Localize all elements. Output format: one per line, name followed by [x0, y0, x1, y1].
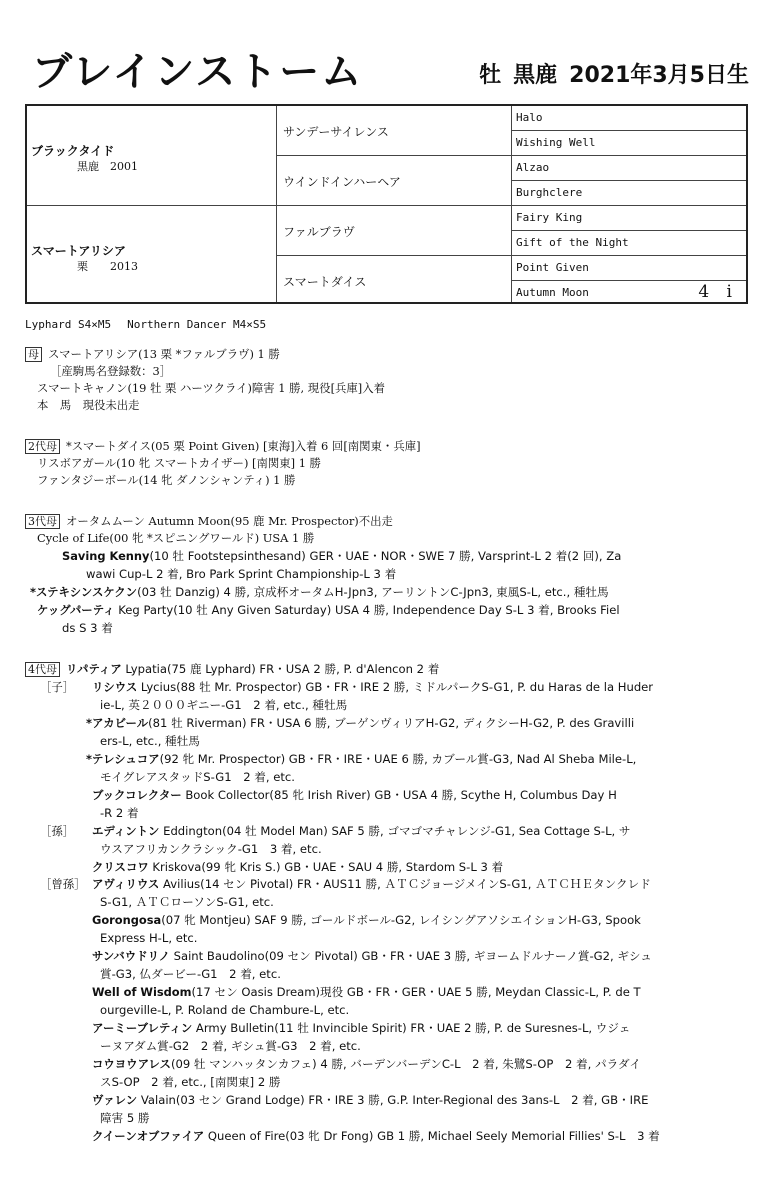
- family-line-cont: [100, 697, 347, 714]
- family-line-cont: [100, 930, 197, 947]
- second-dam-head: [25, 438, 421, 455]
- family-line: [92, 679, 653, 696]
- grandparent-cell: [277, 156, 511, 206]
- great-grandparent-name: Wishing Well: [516, 136, 596, 149]
- pedigree-table: [25, 104, 748, 304]
- family-line: [92, 787, 617, 804]
- horse-record: ourgeville-L, P. Roland de Chambure-L, etc.: [100, 1003, 350, 1017]
- horse-profile: [467, 58, 749, 89]
- horse-record: Valain(03 セン Grand Lodge) FR・IRE 3 勝, G.P. Inter-Regional des 3ans-L 2 着, GB・IRE: [137, 1093, 649, 1107]
- great-grandparent-cell: [512, 131, 746, 156]
- generation-tag-great-grandchild: ［曾孫］: [40, 877, 86, 891]
- family-line: [92, 1092, 648, 1109]
- horse-record: Lypatia(75 鹿 Lyphard) FR・USA 2 勝, P. d'Alencon 2 着: [121, 662, 440, 676]
- great-grandparent-cell: [512, 106, 746, 131]
- sex: 牡: [479, 63, 502, 88]
- third-dam-record: オータムムーン Autumn Moon(95 鹿 Mr. Prospector)不出走: [66, 514, 393, 528]
- horse-name: アーミーブレティン: [92, 1021, 193, 1035]
- great-grandparent-cell: [512, 281, 746, 306]
- second-dam-offspring: ファンタジーボール(14 牝 ダノンシャンティ) 1 勝: [37, 473, 296, 487]
- great-grandparent-name: Point Given: [516, 261, 589, 274]
- fourth-dam-head: [25, 661, 439, 678]
- horse-name: Gorongosa: [92, 913, 162, 927]
- horse-record: S-G1, ＡＴＣローソンS-G1, etc.: [100, 895, 274, 909]
- horse-name-title: ブレインストーム: [32, 49, 364, 95]
- second-dam-record: *スマートダイス(05 栗 Point Given) [東海]入着 6 回[南関東・兵庫]: [66, 439, 421, 453]
- horse-name: リシウス: [92, 680, 138, 694]
- horse-name: Saving Kenny: [62, 549, 150, 563]
- great-grandparent-name: Fairy King: [516, 211, 583, 224]
- dam-info: 栗 2013: [77, 260, 138, 273]
- inbreeding-item: Lyphard S4×M5: [25, 318, 112, 331]
- family-line: [86, 751, 636, 768]
- horse-record: Army Bulletin(11 牡 Invincible Spirit) FR・UAE 2 勝, P. de Suresnes-L, ウジェ: [192, 1021, 631, 1035]
- generation-tag-grandchild: ［孫］: [40, 824, 75, 838]
- great-grandparent-name: Autumn Moon: [516, 286, 589, 299]
- horse-name: サンバウドリノ: [92, 949, 170, 963]
- horse-record: wawi Cup-L 2 着, Bro Park Sprint Championship-L 3 着: [86, 567, 397, 581]
- horse-record: Saint Baudolino(09 セン Pivotal) GB・FR・UAE 3 勝, ギヨームドルナーノ賞-G2, ギシュ: [169, 949, 652, 963]
- grandparent-name: ウインドインハーヘア: [283, 175, 401, 189]
- grandparent-name: サンデーサイレンス: [283, 125, 389, 139]
- section-label: 2代母: [25, 439, 60, 454]
- grandparent-name: スマートダイス: [283, 275, 367, 289]
- horse-record: モイグレアスタッドS-G1 2 着, etc.: [100, 770, 295, 784]
- section-label: 3代母: [25, 514, 60, 529]
- grandparent-cell: [277, 256, 511, 306]
- family-line-cont: [100, 1002, 349, 1019]
- horse-name: クリスコワ: [92, 860, 149, 874]
- family-line-cont: [100, 1074, 280, 1091]
- horse-record: (09 牡 マンハッタンカフェ) 4 勝, バーデンバーデンC-L 2 着, 朱鷺S-OP 2 着, パラダイ: [170, 1057, 642, 1071]
- coat-color: 黒鹿: [513, 63, 558, 88]
- family-line: [92, 1020, 630, 1037]
- pedigree-rating: 4 i: [698, 282, 738, 302]
- family-line: [92, 912, 641, 929]
- horse-record: (81 牡 Riverman) FR・USA 6 勝, ブーゲンヴィリアH-G2, ディクシーH-G2, P. des Gravilli: [148, 716, 635, 730]
- horse-name: *ステキシンスケクン: [30, 585, 138, 599]
- grandparent-cell: [277, 206, 511, 256]
- horse-record: Keg Party(10 牡 Any Given Saturday) USA 4 勝, Independence Day S-L 3 着, Brooks Fiel: [114, 603, 620, 617]
- family-line: [92, 876, 651, 893]
- third-dam-offspring: Cycle of Life(00 牝 *スピニングワールド) USA 1 勝: [37, 531, 315, 545]
- family-line: [92, 823, 631, 840]
- third-dam-offspring: [30, 584, 609, 601]
- inbreeding-item: Northern Dancer M4×S5: [127, 318, 267, 331]
- horse-name: ヴァレン: [92, 1093, 138, 1107]
- dam-cell: [27, 206, 276, 306]
- great-grandparent-cell: [512, 256, 746, 281]
- horse-record: (17 セン Oasis Dream)現役 GB・FR・GER・UAE 5 勝, Meydan Classic-L, P. de T: [191, 985, 641, 999]
- birth-date: 2021年3月5日生: [569, 63, 749, 88]
- family-line: [92, 1128, 660, 1145]
- dam-offspring-count: ［産駒馬名登録数：3］: [50, 364, 172, 378]
- family-line-cont: [100, 1038, 361, 1055]
- grandparent-cell: [277, 106, 511, 156]
- family-line-cont: [100, 966, 281, 983]
- sire-info: 黒鹿 2001: [77, 160, 138, 173]
- third-dam-grandchild: [62, 548, 621, 565]
- horse-record: (07 牝 Montjeu) SAF 9 勝, ゴールドボール-G2, レイシングアソシエイションH-G3, Spook: [161, 913, 641, 927]
- great-grandparent-cell: [512, 231, 746, 256]
- horse-name: エディントン: [92, 824, 160, 838]
- second-dam-offspring: リスボアガール(10 牝 スマートカイザー) [南関東] 1 勝: [37, 456, 321, 470]
- great-grandparent-name: Gift of the Night: [516, 236, 629, 249]
- inbreeding-line: [25, 318, 282, 331]
- family-line: [92, 1056, 641, 1073]
- dam-section-head: [25, 346, 280, 363]
- great-grandparent-name: Halo: [516, 111, 543, 124]
- great-grandparent-cell: [512, 181, 746, 206]
- horse-name: ブックコレクター: [92, 788, 182, 802]
- dam-name: スマートアリシア: [31, 244, 126, 258]
- horse-record: (92 牝 Mr. Prospector) GB・FR・IRE・UAE 6 勝, カブール賞-G3, Nad Al Sheba Mile-L,: [159, 752, 637, 766]
- family-line-cont: [100, 894, 274, 911]
- horse-record: Avilius(14 セン Pivotal) FR・AUS11 勝, ＡＴＣジョージメインS-G1, ＡＴＣＨＥタンクレド: [159, 877, 651, 891]
- horse-name: コウヨウアレス: [92, 1057, 171, 1071]
- third-dam-grandchild-cont: [86, 566, 396, 583]
- horse-record: Lycius(88 牡 Mr. Prospector) GB・FR・IRE 2 勝, ミドルパークS-G1, P. du Haras de la Huder: [137, 680, 654, 694]
- great-grandparent-cell: [512, 156, 746, 181]
- family-line: [92, 984, 641, 1001]
- family-line-cont: [100, 805, 139, 822]
- grandparent-name: ファルブラヴ: [283, 225, 355, 239]
- horse-record: Queen of Fire(03 牝 Dr Fong) GB 1 勝, Michael Seely Memorial Fillies' S-L 3 着: [204, 1129, 660, 1143]
- horse-record: ds S 3 着: [62, 621, 113, 635]
- parents-column: [27, 106, 277, 302]
- sire-name: ブラックタイド: [31, 144, 115, 158]
- section-label: 母: [25, 347, 42, 362]
- horse-name: アヴィリウス: [92, 877, 160, 891]
- horse-record: ーヌアダム賞-G2 2 着, ギシュ賞-G3 2 着, etc.: [100, 1039, 361, 1053]
- section-label: 4代母: [25, 662, 60, 677]
- family-line: [86, 715, 634, 732]
- horse-name: リパティア: [66, 662, 122, 676]
- horse-name: ケッグパーティ: [37, 603, 115, 617]
- dam-offspring: 本 馬 現役未出走: [37, 398, 140, 412]
- sire-cell: [27, 106, 276, 206]
- third-dam-head: [25, 513, 393, 530]
- horse-name: *テレシュコア: [86, 752, 160, 766]
- horse-record: スS-OP 2 着, etc., [南関東] 2 勝: [100, 1075, 281, 1089]
- great-grandparent-name: Alzao: [516, 161, 550, 174]
- horse-record: (10 牡 Footstepsinthesand) GER・UAE・NOR・SWE 7 勝, Varsprint-L 2 着(2 回), Za: [149, 549, 622, 563]
- family-line: [92, 859, 503, 876]
- dam-record: スマートアリシア(13 栗 *ファルブラヴ) 1 勝: [48, 347, 280, 361]
- generation-tag-child: ［子］: [40, 680, 75, 694]
- horse-record: -R 2 着: [100, 806, 139, 820]
- horse-record: ie-L, 英２０００ギニー-G1 2 着, etc., 種牡馬: [100, 698, 348, 712]
- family-line-cont: [100, 841, 322, 858]
- third-dam-offspring: [37, 602, 620, 619]
- great-grandparents-column: [512, 106, 746, 302]
- dam-offspring: スマートキャノン(19 牡 栗 ハーツクライ)障害 1 勝, 現役[兵庫]入着: [37, 381, 386, 395]
- horse-record: Express H-L, etc.: [100, 931, 198, 945]
- horse-record: 賞-G3, 仏ダービー-G1 2 着, etc.: [100, 967, 281, 981]
- horse-record: ers-L, etc., 種牡馬: [100, 734, 200, 748]
- horse-record: Eddington(04 牡 Model Man) SAF 5 勝, ゴマゴマチャレンジ-G1, Sea Cottage S-L, サ: [159, 824, 631, 838]
- horse-record: (03 牡 Danzig) 4 勝, 京成杯オータムH-Jpn3, アーリントンC-Jpn3, 東風S-L, etc., 種牡馬: [137, 585, 609, 599]
- family-line-cont: [100, 1110, 150, 1127]
- third-dam-offspring-cont: [62, 620, 113, 637]
- family-line-cont: [100, 733, 200, 750]
- family-line: [92, 948, 652, 965]
- great-grandparent-name: Burghclere: [516, 186, 583, 199]
- horse-name: *アカビール: [86, 716, 149, 730]
- grandparents-column: [277, 106, 512, 302]
- horse-record: ウスアフリカンクラシック-G1 3 着, etc.: [100, 842, 322, 856]
- horse-record: Kriskova(99 牝 Kris S.) GB・UAE・SAU 4 勝, Stardom S-L 3 着: [148, 860, 504, 874]
- great-grandparent-cell: [512, 206, 746, 231]
- horse-name: Well of Wisdom: [92, 985, 192, 999]
- horse-record: 障害 5 勝: [100, 1111, 150, 1125]
- horse-record: Book Collector(85 牝 Irish River) GB・USA 4 勝, Scythe H, Columbus Day H: [181, 788, 617, 802]
- horse-name: クイーンオブファイア: [92, 1129, 205, 1143]
- family-line-cont: [100, 769, 295, 786]
